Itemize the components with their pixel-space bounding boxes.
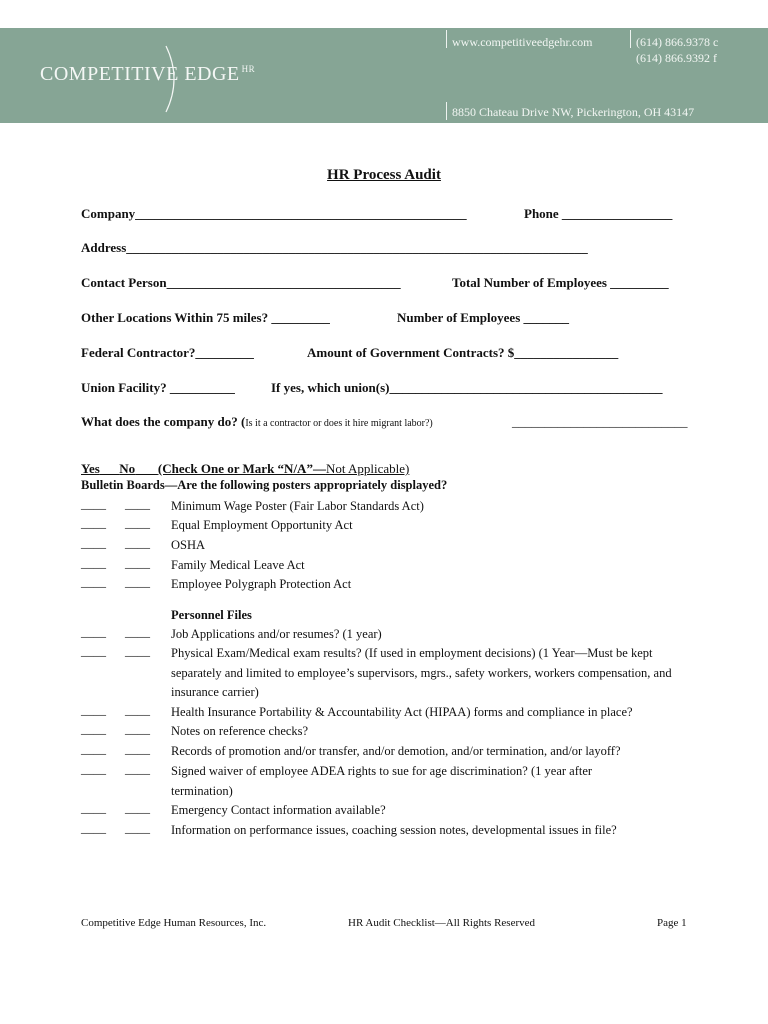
- address-field[interactable]: Address_______________________________________________________________________: [81, 240, 588, 255]
- checklist-item: [81, 801, 721, 821]
- no-blank[interactable]: ____: [125, 703, 150, 717]
- item-text: Equal Employment Opportunity Act: [171, 518, 353, 532]
- phone-c: (614) 866.9378 c: [636, 35, 719, 49]
- no-blank[interactable]: ____: [125, 516, 150, 530]
- checklist-item: [81, 556, 721, 576]
- yes-blank[interactable]: ____: [81, 722, 106, 736]
- checklist-item: [81, 497, 721, 517]
- checklist-header: [81, 461, 409, 477]
- company-logo: [40, 63, 255, 86]
- item-text: Emergency Contact information available?: [171, 803, 386, 817]
- checklist-item: [81, 742, 721, 762]
- website-link[interactable]: www.competitiveedgehr.com: [452, 35, 593, 49]
- phone-field[interactable]: Phone _________________: [524, 206, 673, 221]
- divider-line: [446, 102, 447, 120]
- yes-blank[interactable]: ____: [81, 575, 106, 589]
- company-field[interactable]: Company___________________________________________________: [81, 206, 467, 221]
- yes-blank[interactable]: ____: [81, 742, 106, 756]
- yes-column-header: Yes: [81, 461, 100, 476]
- which-union-field[interactable]: If yes, which union(s)__________________________________________: [271, 380, 663, 395]
- what-does-note: Is it a contractor or does it hire migrant labor?): [245, 418, 433, 429]
- what-does-company-do-field[interactable]: [81, 414, 433, 430]
- not-applicable-text: Not Applicable): [325, 461, 410, 476]
- checklist-item: [81, 516, 721, 536]
- item-text: Notes on reference checks?: [171, 724, 309, 738]
- gov-contracts-field[interactable]: Amount of Government Contracts? $________________: [307, 345, 619, 360]
- yes-blank[interactable]: ____: [81, 516, 106, 530]
- yes-blank[interactable]: ____: [81, 644, 106, 658]
- no-blank[interactable]: ____: [125, 742, 150, 756]
- logo-hr-mark: HR: [241, 64, 256, 75]
- footer-page-number: Page 1: [657, 917, 687, 929]
- personnel-files-title: Personnel Files: [171, 608, 252, 622]
- number-employees-field[interactable]: Number of Employees _______: [397, 310, 570, 325]
- checklist-item: [81, 821, 721, 841]
- item-text: Physical Exam/Medical exam results? (If used in employment decisions) (1 Year—Must be kept separately and limited to employee’s supervisors, mgrs., safety workers, workers compensation, and insurance carrier): [171, 646, 672, 699]
- item-text: Minimum Wage Poster (Fair Labor Standards Act): [171, 499, 424, 513]
- checklist-item: [81, 703, 721, 723]
- what-does-blank[interactable]: ___________________________: [512, 414, 688, 429]
- divider-line: [630, 30, 631, 48]
- yes-blank[interactable]: ____: [81, 625, 106, 639]
- total-employees-field[interactable]: Total Number of Employees _________: [452, 275, 669, 290]
- yes-blank[interactable]: ____: [81, 536, 106, 550]
- phone-f: (614) 866.9392 f: [636, 51, 717, 65]
- what-does-label: What does the company do? (: [81, 414, 246, 429]
- checklist-item: [81, 536, 721, 556]
- item-text: Information on performance issues, coaching session notes, developmental issues in file?: [171, 823, 617, 837]
- checklist-item: [81, 722, 721, 742]
- no-blank[interactable]: ____: [125, 556, 150, 570]
- divider-line: [446, 30, 447, 48]
- yes-blank[interactable]: ____: [81, 821, 106, 835]
- checklist-item: [81, 644, 721, 704]
- no-blank[interactable]: ____: [125, 722, 150, 736]
- checklist-instruction: (Check One or Mark “N/A”—: [157, 461, 326, 476]
- yes-blank[interactable]: ____: [81, 703, 106, 717]
- federal-contractor-field[interactable]: Federal Contractor?_________: [81, 345, 254, 360]
- no-column-header: No: [119, 461, 136, 476]
- letterhead-banner: [0, 28, 768, 123]
- no-blank[interactable]: ____: [125, 575, 150, 589]
- checklist-item: [81, 625, 721, 645]
- other-locations-field[interactable]: Other Locations Within 75 miles? _________: [81, 310, 330, 325]
- no-blank[interactable]: ____: [125, 801, 150, 815]
- checklist-item: [81, 762, 721, 802]
- no-blank[interactable]: ____: [125, 821, 150, 835]
- item-text: OSHA: [171, 538, 206, 552]
- union-facility-field[interactable]: Union Facility? __________: [81, 380, 235, 395]
- no-blank[interactable]: ____: [125, 625, 150, 639]
- footer-company: Competitive Edge Human Resources, Inc.: [81, 917, 267, 929]
- yes-blank[interactable]: ____: [81, 801, 106, 815]
- item-text: Family Medical Leave Act: [171, 558, 305, 572]
- logo-arc-icon: [160, 44, 184, 114]
- item-text: Records of promotion and/or transfer, and/or demotion, and/or termination, and/or layoff?: [171, 744, 621, 758]
- bulletin-boards-title: Bulletin Boards—Are the following posters appropriately displayed?: [81, 478, 448, 492]
- yes-blank[interactable]: ____: [81, 762, 106, 776]
- footer-center: HR Audit Checklist—All Rights Reserved: [348, 917, 535, 929]
- no-blank[interactable]: ____: [125, 762, 150, 776]
- item-text: Signed waiver of employee ADEA rights to sue for age discrimination? (1 year after termination): [171, 764, 593, 798]
- no-blank[interactable]: ____: [125, 536, 150, 550]
- yes-blank[interactable]: ____: [81, 497, 106, 511]
- page-title: HR Process Audit: [327, 167, 441, 183]
- address-line: 8850 Chateau Drive NW, Pickerington, OH 43147: [452, 105, 695, 119]
- contact-person-field[interactable]: Contact Person____________________________________: [81, 275, 401, 290]
- item-text: Employee Polygraph Protection Act: [171, 577, 352, 591]
- logo-text: COMPETITIVE EDGE: [40, 63, 240, 85]
- item-text: Health Insurance Portability & Accountability Act (HIPAA) forms and compliance in place?: [171, 705, 633, 719]
- item-text: Job Applications and/or resumes? (1 year): [171, 627, 382, 641]
- checklist-item: [81, 575, 721, 595]
- yes-blank[interactable]: ____: [81, 556, 106, 570]
- no-blank[interactable]: ____: [125, 644, 150, 658]
- no-blank[interactable]: ____: [125, 497, 150, 511]
